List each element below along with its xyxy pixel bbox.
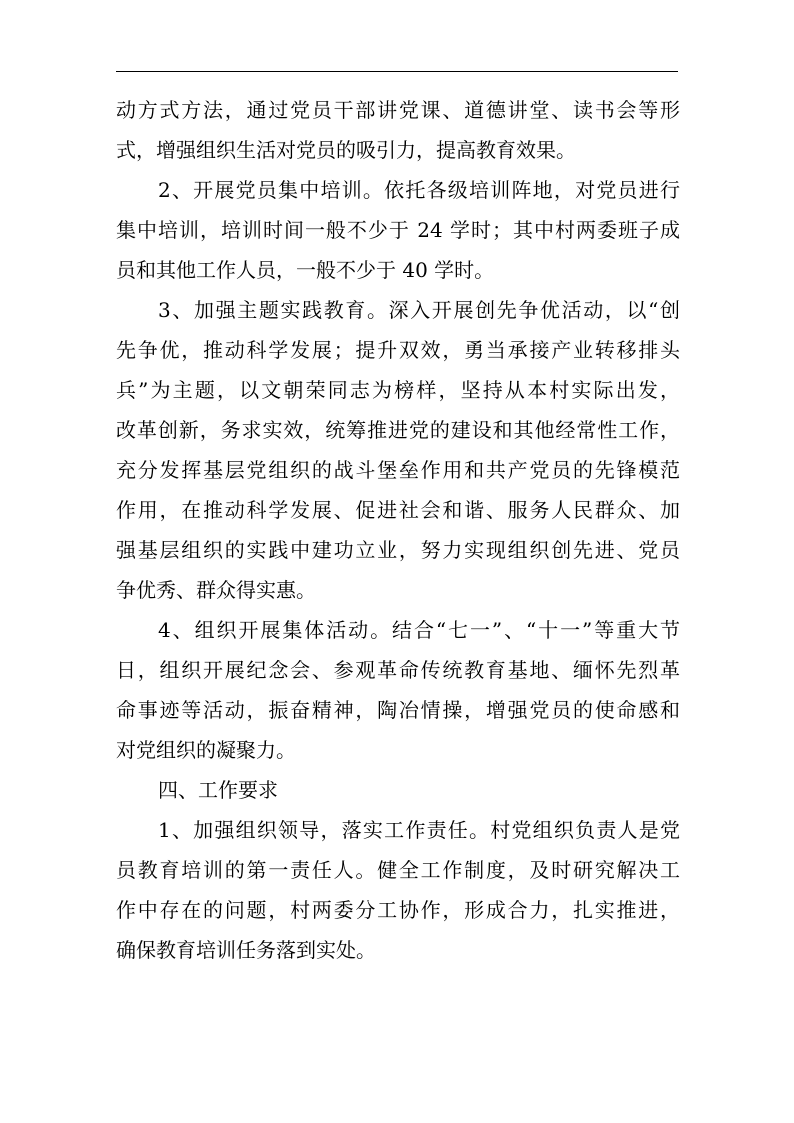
text-line: 日，组织开展纪念会、参观革命传统教育基地、缅怀先烈革 bbox=[116, 658, 680, 682]
text-line: 集中培训，培训时间一般不少于 24 学时；其中村两委班子成 bbox=[116, 218, 680, 242]
section-heading: 四、工作要求 bbox=[158, 778, 278, 802]
text-line: 争优秀、群众得实惠。 bbox=[116, 578, 316, 602]
text-line: 命事迹等活动，振奋精神，陶冶情操，增强党员的使命感和 bbox=[116, 698, 680, 722]
text-line: 确保教育培训任务落到实处。 bbox=[116, 938, 376, 962]
text-line: 2、开展党员集中培训。依托各级培训阵地，对党员进行 bbox=[158, 178, 680, 202]
text-line: 充分发挥基层党组织的战斗堡垒作用和共产党员的先锋模范 bbox=[116, 458, 680, 482]
document-body bbox=[116, 90, 680, 970]
text-line: 强基层组织的实践中建功立业，努力实现组织创先进、党员 bbox=[116, 538, 680, 562]
text-line: 作用，在推动科学发展、促进社会和谐、服务人民群众、加 bbox=[116, 498, 680, 522]
text-line: 对党组织的凝聚力。 bbox=[116, 738, 296, 762]
text-line: 改革创新，务求实效，统筹推进党的建设和其他经常性工作， bbox=[116, 418, 680, 442]
text-line: 先争优，推动科学发展；提升双效，勇当承接产业转移排头 bbox=[116, 338, 680, 362]
text-line: 员和其他工作人员，一般不少于 40 学时。 bbox=[116, 258, 495, 282]
text-line: 兵”为主题，以文朝荣同志为榜样，坚持从本村实际出发， bbox=[116, 378, 680, 402]
header-rule bbox=[116, 71, 678, 72]
text-line: 3、加强主题实践教育。深入开展创先争优活动，以“创 bbox=[158, 298, 680, 322]
text-line: 动方式方法，通过党员干部讲党课、道德讲堂、读书会等形 bbox=[116, 98, 680, 122]
text-line: 作中存在的问题，村两委分工协作，形成合力，扎实推进， bbox=[116, 898, 680, 922]
text-line: 1、加强组织领导，落实工作责任。村党组织负责人是党 bbox=[158, 818, 680, 842]
text-line: 员教育培训的第一责任人。健全工作制度，及时研究解决工 bbox=[116, 858, 680, 882]
text-line: 4、组织开展集体活动。结合“七一”、“十一”等重大节 bbox=[158, 618, 680, 642]
text-line: 式，增强组织生活对党员的吸引力，提高教育效果。 bbox=[116, 138, 576, 162]
